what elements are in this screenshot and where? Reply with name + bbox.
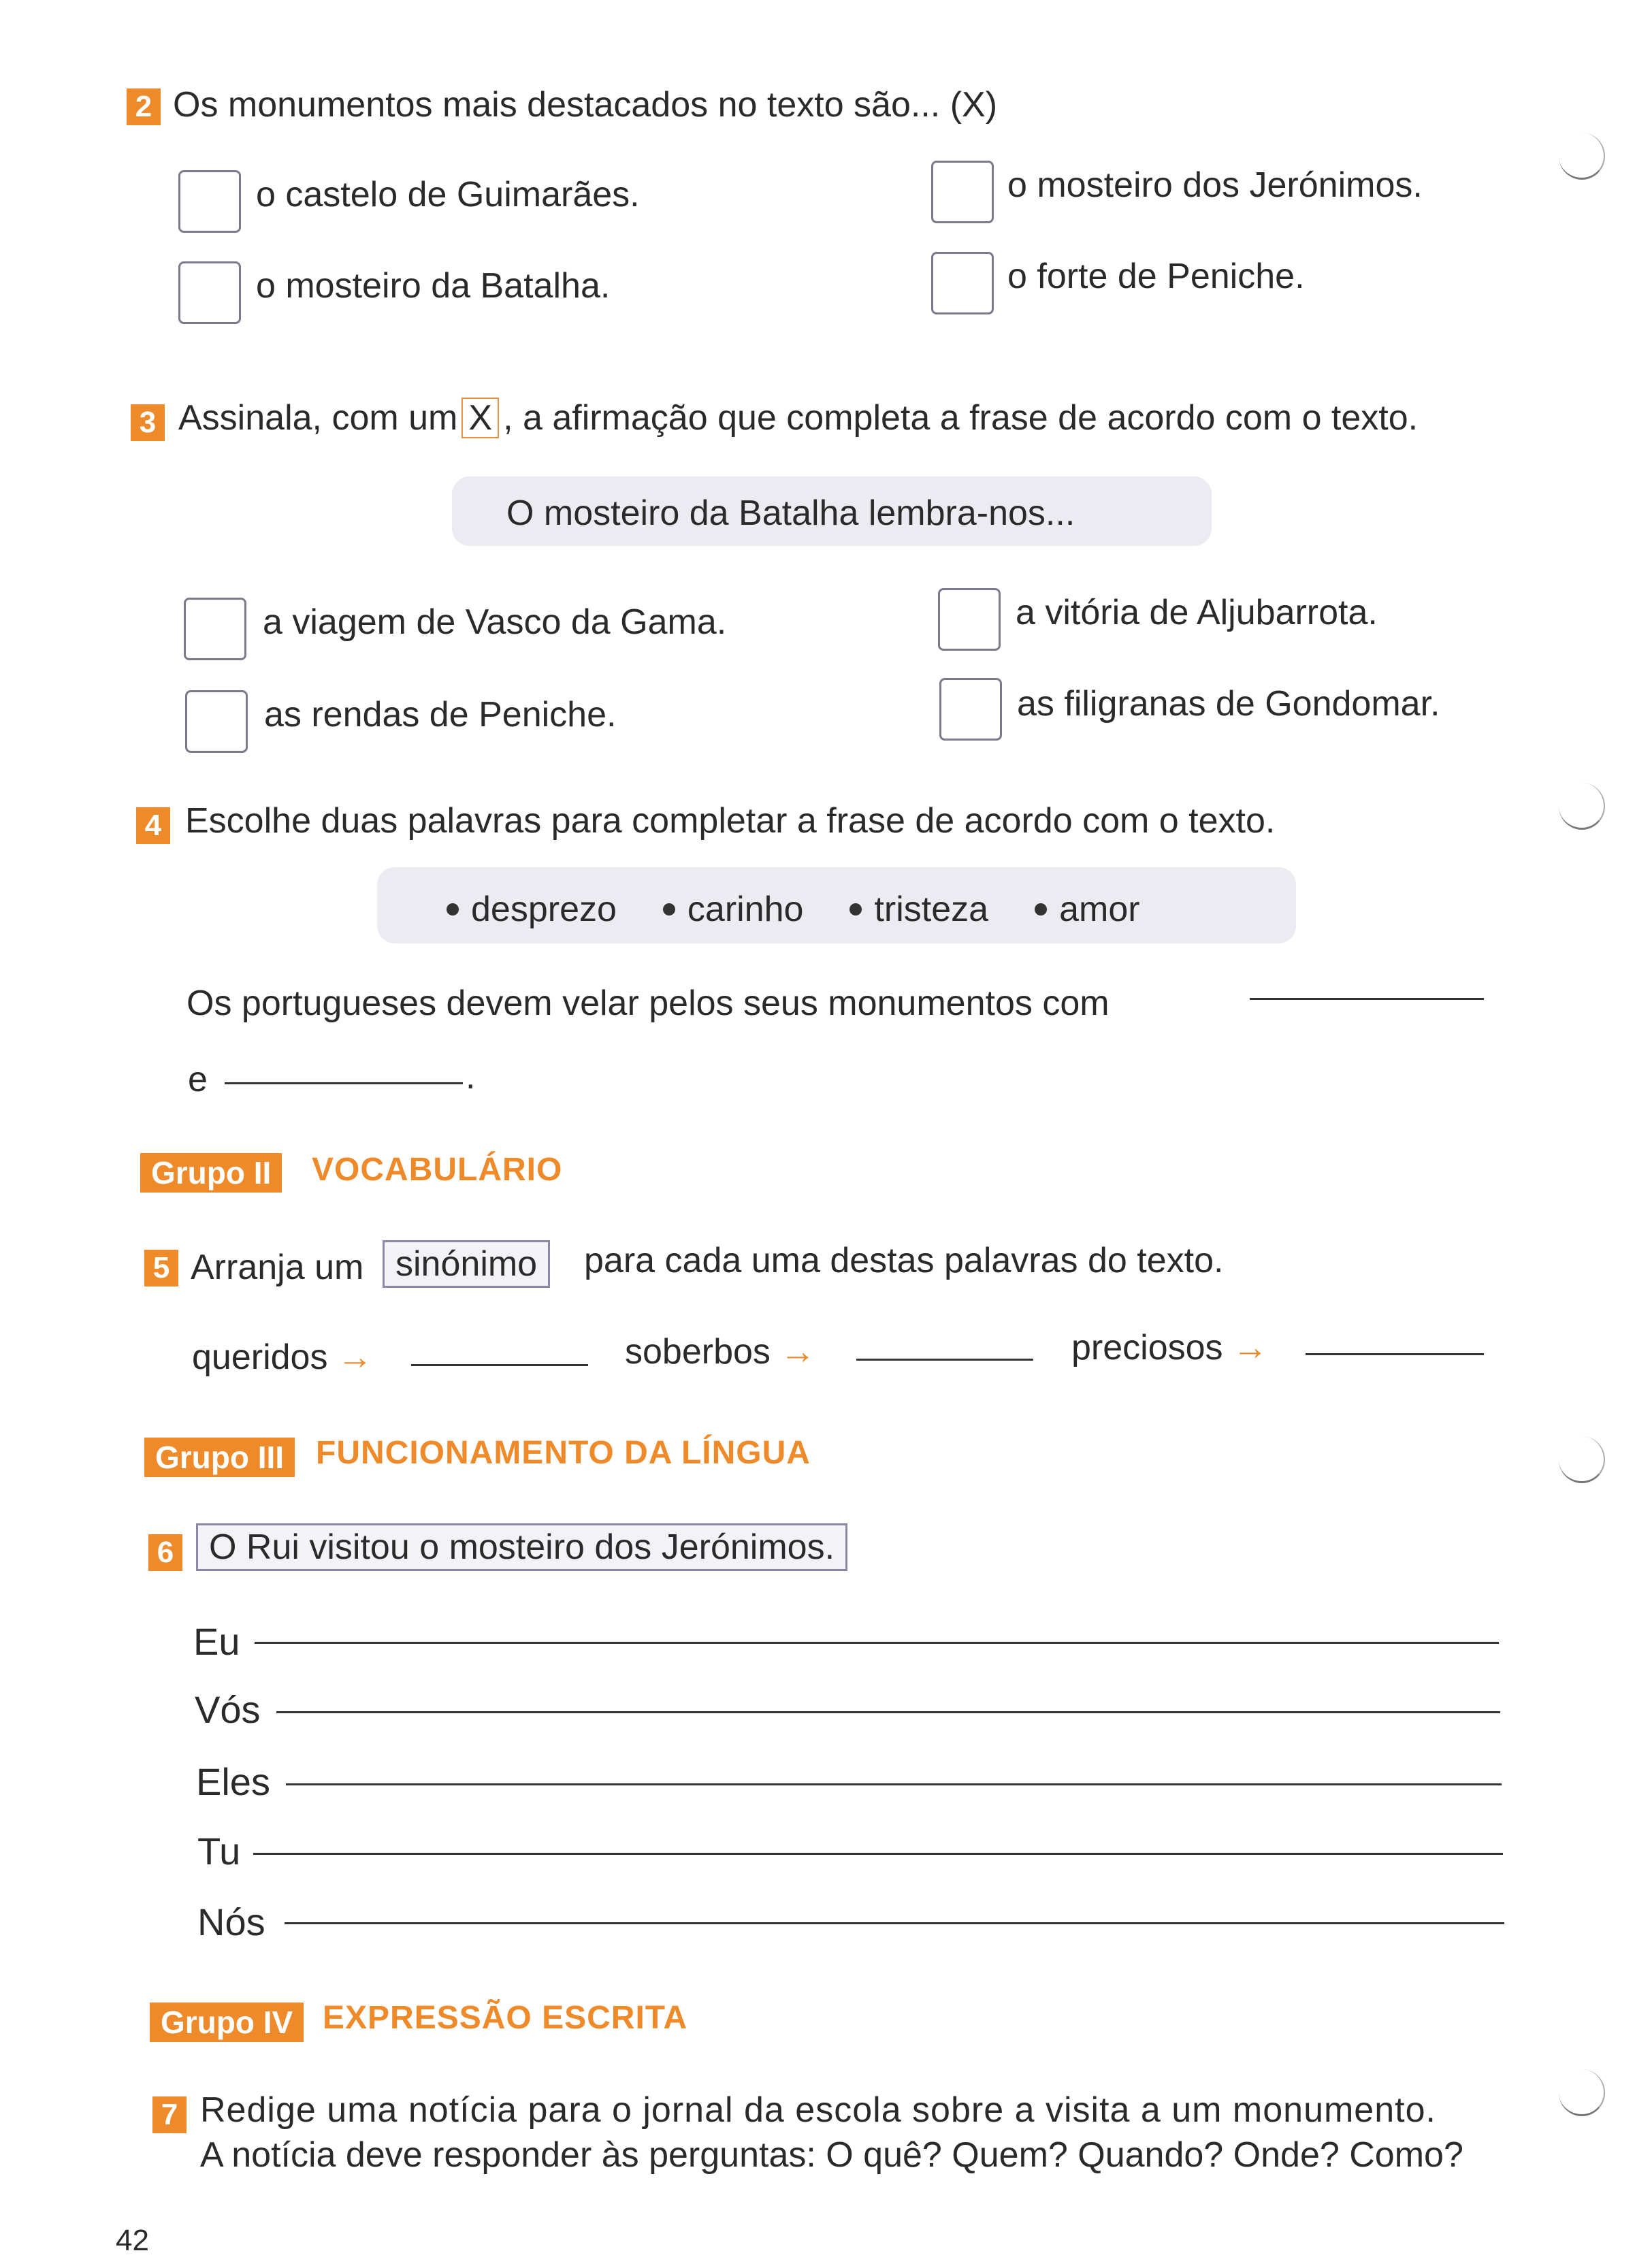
- bullet-icon: [663, 903, 675, 916]
- pronoun-label: Eu: [193, 1620, 240, 1663]
- word-option: [1035, 892, 1139, 927]
- connector-word: e: [188, 1060, 208, 1099]
- prompt-text: Assinala, com um: [178, 398, 458, 438]
- question-stem: O mosteiro da Batalha lembra-nos...: [506, 493, 1075, 533]
- option-label: o castelo de Guimarães.: [256, 175, 640, 214]
- question-prompt: [178, 398, 1418, 438]
- sentence-end: .: [466, 1057, 476, 1097]
- option-label: a vitória de Aljubarrota.: [1016, 593, 1378, 632]
- bullet-icon: [849, 903, 862, 916]
- arrow-right-icon: →: [337, 1338, 373, 1377]
- word-option: [849, 892, 988, 927]
- checkbox[interactable]: [178, 261, 241, 324]
- arrow-right-icon: →: [779, 1332, 815, 1372]
- question-number: 4: [136, 807, 170, 844]
- option-label: o mosteiro dos Jerónimos.: [1007, 165, 1423, 205]
- answer-blank[interactable]: [1306, 1353, 1484, 1355]
- question-prompt: A notícia deve responder às perguntas: O quê? Quem? Quando? Onde? Como?: [200, 2135, 1463, 2175]
- checkbox[interactable]: [184, 598, 246, 660]
- checkbox[interactable]: [178, 170, 241, 233]
- answer-blank[interactable]: [856, 1359, 1033, 1361]
- checkbox[interactable]: [185, 690, 248, 753]
- binder-hole: [1559, 783, 1605, 830]
- bullet-icon: [447, 903, 459, 916]
- word-text: tristeza: [874, 890, 989, 929]
- checkbox[interactable]: [931, 252, 994, 314]
- option-label: a viagem de Vasco da Gama.: [263, 602, 727, 642]
- group-title: FUNCIONAMENTO DA LÍNGUA: [316, 1435, 811, 1471]
- question-prompt: Os monumentos mais destacados no texto são... (X): [173, 85, 998, 125]
- answer-blank[interactable]: [1250, 998, 1484, 1000]
- prompt-text: , a afirmação que completa a frase de acordo com o texto.: [503, 398, 1419, 438]
- answer-line[interactable]: [255, 1642, 1499, 1644]
- bullet-icon: [1035, 903, 1047, 916]
- word-option: [447, 892, 617, 927]
- vocab-word: [1071, 1330, 1268, 1365]
- binder-hole: [1559, 1436, 1605, 1483]
- answer-line[interactable]: [285, 1922, 1504, 1924]
- question-prompt: Redige uma notícia para o jornal da escola sobre a visita a um monumento.: [200, 2090, 1436, 2130]
- group-label: Grupo II: [140, 1153, 282, 1193]
- arrow-right-icon: →: [1232, 1328, 1268, 1367]
- word-text: preciosos: [1071, 1328, 1223, 1367]
- word-text: queridos: [192, 1338, 328, 1377]
- question-prompt: para cada uma destas palavras do texto.: [584, 1241, 1224, 1280]
- option-label: as filigranas de Gondomar.: [1017, 684, 1440, 724]
- question-number: 2: [127, 88, 161, 125]
- option-label: o mosteiro da Batalha.: [256, 266, 611, 306]
- vocab-word: [192, 1340, 372, 1375]
- question-number: 6: [148, 1534, 182, 1571]
- checkbox[interactable]: [938, 588, 1001, 651]
- answer-line[interactable]: [276, 1711, 1500, 1713]
- word-text: amor: [1059, 890, 1140, 929]
- model-sentence: O Rui visitou o mosteiro dos Jerónimos.: [196, 1523, 847, 1571]
- answer-blank[interactable]: [411, 1364, 588, 1366]
- option-label: as rendas de Peniche.: [264, 695, 617, 734]
- answer-line[interactable]: [253, 1853, 1503, 1855]
- question-number: 5: [144, 1250, 178, 1286]
- word-text: soberbos: [625, 1332, 771, 1372]
- answer-line[interactable]: [286, 1783, 1502, 1785]
- highlight-box: sinónimo: [383, 1240, 550, 1288]
- fill-sentence: Os portugueses devem velar pelos seus monumentos com: [187, 984, 1110, 1023]
- pronoun-label: Nós: [197, 1900, 265, 1943]
- answer-blank[interactable]: [225, 1082, 463, 1084]
- pronoun-label: Tu: [197, 1830, 241, 1873]
- word-text: carinho: [687, 890, 804, 929]
- page-number: 42: [116, 2224, 149, 2257]
- checkbox[interactable]: [931, 161, 994, 223]
- word-bank-items: [447, 892, 1140, 927]
- pronoun-label: Vós: [195, 1688, 261, 1731]
- question-number: 7: [152, 2096, 187, 2133]
- question-prompt: Escolhe duas palavras para completar a frase de acordo com o texto.: [185, 801, 1276, 841]
- word-text: desprezo: [471, 890, 617, 929]
- binder-hole: [1559, 133, 1605, 180]
- x-mark-box: X: [462, 398, 499, 438]
- question-prompt: Arranja um: [191, 1248, 364, 1287]
- group-label: Grupo IV: [150, 2003, 304, 2042]
- group-title: VOCABULÁRIO: [312, 1152, 563, 1188]
- pronoun-label: Eles: [196, 1760, 270, 1803]
- option-label: o forte de Peniche.: [1007, 257, 1305, 296]
- binder-hole: [1559, 2069, 1605, 2116]
- vocab-word: [625, 1334, 815, 1370]
- checkbox[interactable]: [939, 678, 1002, 741]
- word-option: [663, 892, 804, 927]
- group-label: Grupo III: [144, 1438, 295, 1477]
- question-number: 3: [131, 404, 165, 441]
- group-title: EXPRESSÃO ESCRITA: [323, 2000, 688, 2036]
